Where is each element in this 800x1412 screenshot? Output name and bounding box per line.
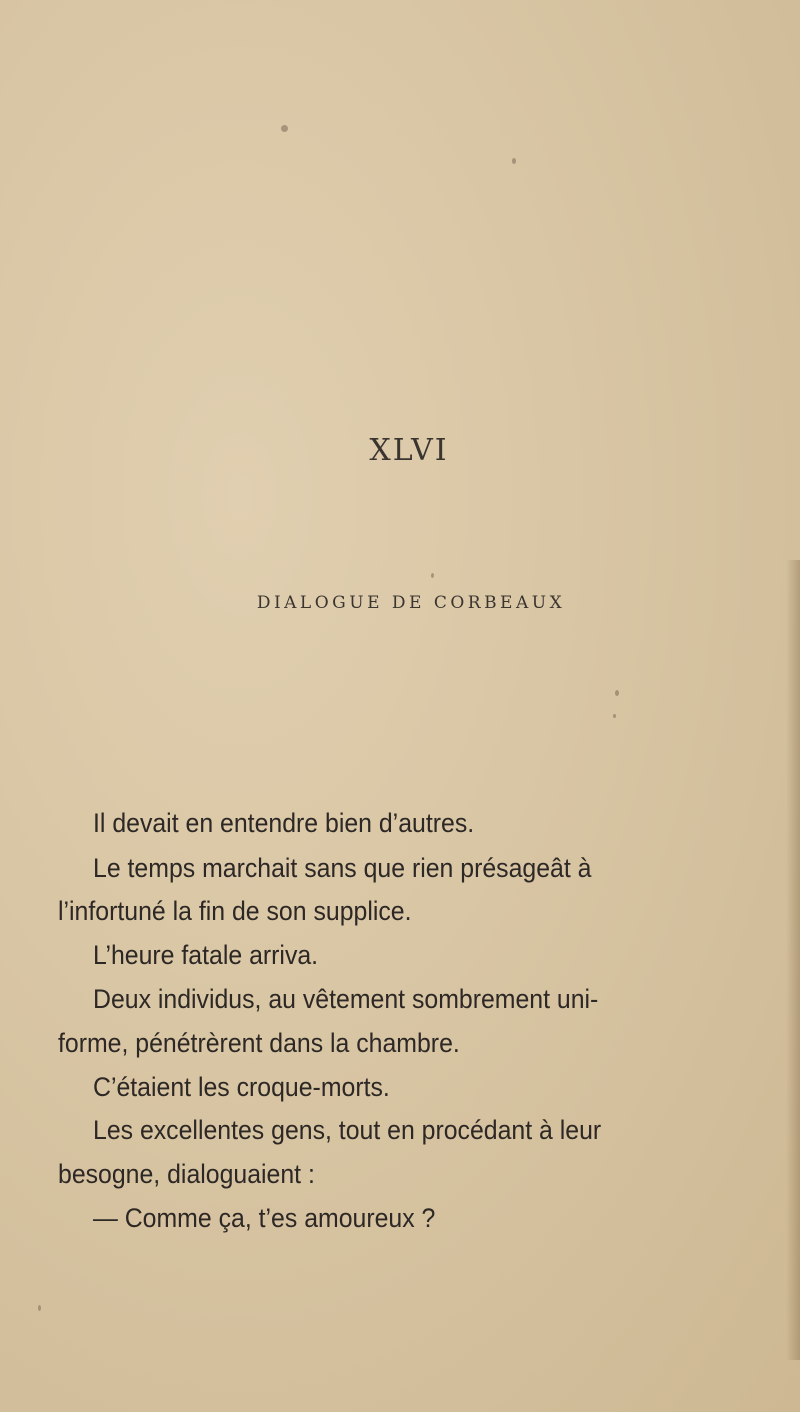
text-line: C’étaient les croque-morts.: [93, 1072, 390, 1102]
text-line: Les excellentes gens, tout en procédant à leur: [93, 1115, 602, 1145]
text-line: l’infortuné la fin de son supplice.: [58, 896, 412, 926]
text-line: Il devait en entendre bien d’autres.: [93, 808, 475, 838]
chapter-title: DIALOGUE DE CORBEAUX: [256, 593, 566, 613]
text-line: besogne, dialoguaient :: [58, 1159, 315, 1189]
text-line: forme, pénétrèrent dans la chambre.: [58, 1028, 460, 1058]
text-line: L’heure fatale arriva.: [93, 940, 319, 970]
chapter-number: XLVI: [369, 433, 449, 468]
text-line: Le temps marchait sans que rien présageât à: [93, 853, 592, 883]
text-line: Deux individus, au vêtement sombrement uni-: [93, 984, 599, 1014]
text-line: — Comme ça, t’es amoureux ?: [93, 1203, 436, 1233]
